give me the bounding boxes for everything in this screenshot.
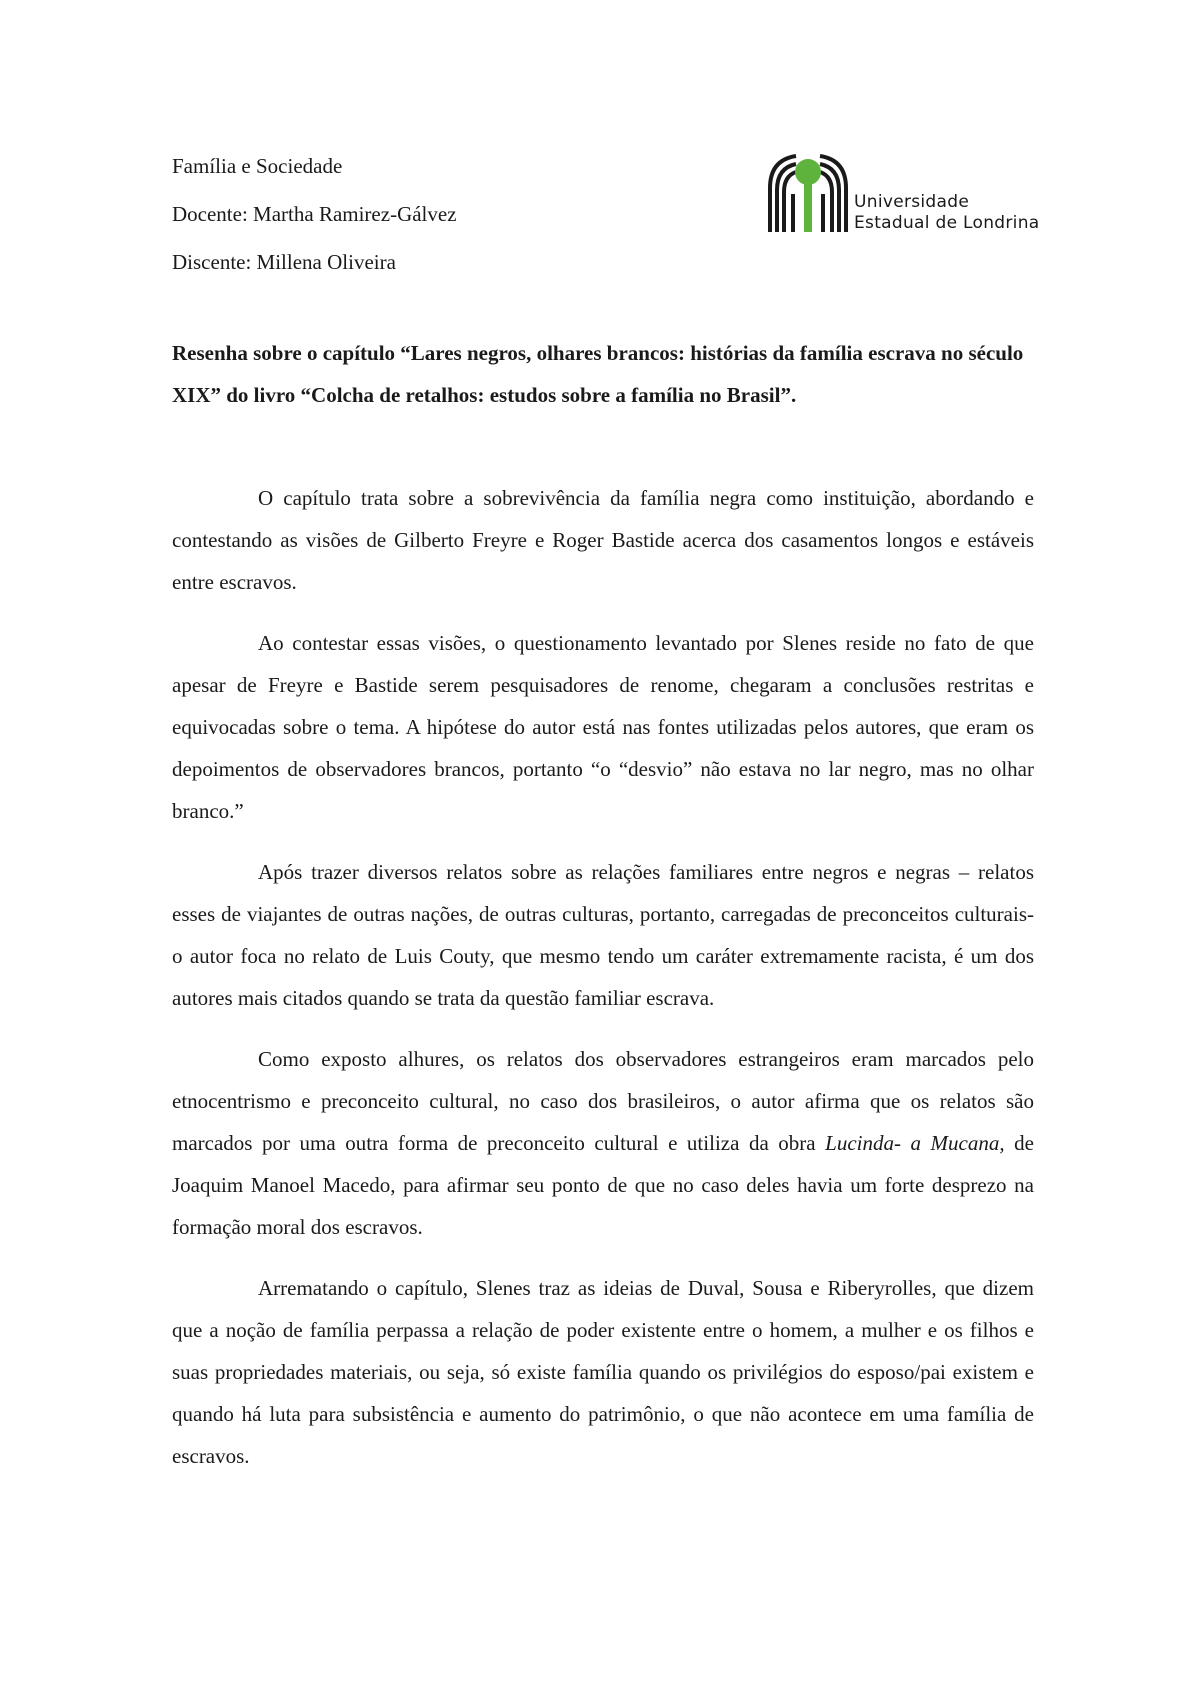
university-name-line2: Estadual de Londrina bbox=[854, 213, 1040, 233]
university-logo bbox=[766, 150, 1040, 240]
uel-emblem-icon bbox=[766, 150, 850, 240]
paragraph-1: O capítulo trata sobre a sobrevivência da família negra como instituição, abordando e contestando as visões de Gilberto Freyre e Roger Bastide acerca dos casamentos longos e estáveis entre escravos. bbox=[172, 486, 1034, 594]
paragraph-2: Ao contestar essas visões, o questionamento levantado por Slenes reside no fato de que apesar de Freyre e Bastide serem pesquisadores de renome, chegaram a conclusões restritas e equivocadas sobre o tema. A hipótese do autor está nas fontes utilizadas pelos autores, que eram os depoimentos de observadores brancos, portanto “o “desvio” não estava no lar negro, mas no olhar branco.” bbox=[172, 631, 1034, 823]
university-name-line1: Universidade bbox=[854, 192, 970, 212]
teacher-name: Docente: Martha Ramirez-Gálvez bbox=[172, 202, 457, 226]
course-name: Família e Sociedade bbox=[172, 154, 343, 178]
university-name bbox=[854, 192, 1040, 234]
paragraph-4-start: Como exposto alhures, os relatos dos observadores estrangeiros eram marcados pelo etnocentrismo e preconceito cultural, no caso dos brasileiros, o autor afirma que os relatos são marcados por uma outra forma de preconceito cultural e utiliza da obra bbox=[172, 1047, 1034, 1155]
paragraph-4 bbox=[172, 1038, 1034, 1248]
paragraph-5: Arrematando o capítulo, Slenes traz as ideias de Duval, Sousa e Riberyrolles, que dizem que a noção de família perpassa a relação de poder existente entre o homem, a mulher e os filhos e suas propriedades materiais, ou seja, só existe família quando os privilégios do esposo/pai existem e quando há luta para subsistência e aumento do patrimônio, o que não acontece em uma família de escravos. bbox=[172, 1276, 1034, 1468]
paragraph-3: Após trazer diversos relatos sobre as relações familiares entre negros e negras – relatos esses de viajantes de outras nações, de outras culturas, portanto, carregadas de preconceitos culturais- o autor foca no relato de Luis Couty, que mesmo tendo um caráter extremamente racista, é um dos autores mais citados quando se trata da questão familiar escrava. bbox=[172, 860, 1034, 1010]
paragraph-4-end: de Joaquim Manoel Macedo, para afirmar seu ponto de que no caso deles havia um forte desprezo na formação moral dos escravos. bbox=[172, 1131, 1034, 1239]
cited-work-title: Lucinda- a Mucana, bbox=[825, 1131, 1005, 1155]
review-title: Resenha sobre o capítulo “Lares negros, olhares brancos: histórias da família escrava no século XIX” do livro “Colcha de retalhos: estudos sobre a família no Brasil”. bbox=[172, 341, 1024, 407]
document-header bbox=[172, 142, 457, 286]
review-body bbox=[172, 477, 1034, 1496]
student-name: Discente: Millena Oliveira bbox=[172, 250, 396, 274]
